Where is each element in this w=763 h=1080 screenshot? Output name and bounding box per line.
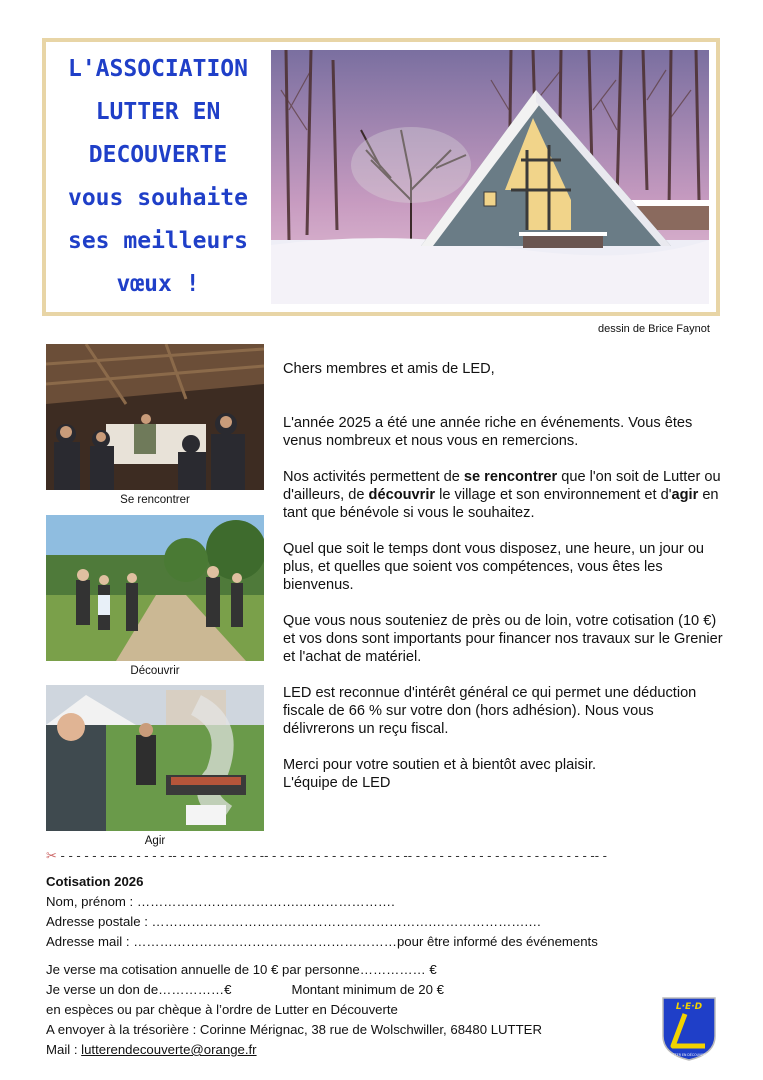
caption-agir: Agir [144, 835, 166, 847]
mail-link[interactable]: lutterendecouverte@orange.fr [81, 1042, 257, 1057]
form-address-field: Adresse postale : ……………………………………………………….………………….… [46, 914, 542, 929]
letter-body [283, 360, 723, 792]
p2-text-e: le village et son environnement et d' [435, 487, 672, 503]
spacer [283, 522, 723, 540]
mail-label: Mail : [46, 1042, 82, 1057]
p2-bold-decouvrir: découvrir [368, 487, 436, 503]
p2-text-g: en tant que bénévole si vous le souhaitez. [283, 487, 719, 521]
form-send-line: A envoyer à la trésorière : Corinne Mérignac, 38 rue de Wolschwiller, 68480 LUTTER [46, 1022, 542, 1037]
title-line-4: vous souhaite [67, 185, 248, 211]
title-line-6: vœux ! [116, 271, 200, 297]
spacer [283, 666, 723, 684]
form-payment-line: en espèces ou par chèque à l’ordre de Lutter en Découverte [46, 1002, 398, 1017]
letter-paragraph-3: Quel que soit le temps dont vous disposez, une heure, un jour ou plus, et quelles que soient vos compétences, vous êtes les bienvenus. [283, 541, 705, 593]
form-email-field: Adresse mail : ……………………………………………………pour être informé des événements [46, 934, 598, 949]
p2-text-a: Nos activités permettent de [283, 469, 464, 485]
photo-agir [46, 685, 264, 831]
cut-line [46, 848, 706, 864]
letter-paragraph-5: LED est reconnue d'intérêt général ce qui permet une déduction fiscale de 66 % sur votre don (hors adhésion). Nous vous délivrerons un reçu fiscal. [283, 685, 697, 737]
letter-paragraph-1: L'année 2025 a été une année riche en événements. Vous êtes venus nombreux et nous vous en remercions. [283, 415, 693, 449]
photo-se-rencontrer [46, 344, 264, 490]
form-heading: Cotisation 2026 [46, 874, 144, 889]
letter-greeting: Chers membres et amis de LED, [283, 361, 495, 377]
title-line-5: ses meilleurs [67, 228, 248, 254]
led-logo [661, 996, 717, 1062]
greeting-title [48, 46, 268, 310]
spacer [283, 378, 723, 414]
membership-form [46, 872, 686, 1060]
form-minimum: Montant minimum de 20 € [291, 982, 444, 997]
letter-closing: Merci pour votre soutien et à bientôt avec plaisir. [283, 757, 597, 773]
form-name-field: Nom, prénom : ……………………………….…………………. [46, 894, 395, 909]
title-line-1: L'ASSOCIATION [67, 56, 248, 82]
letter-paragraph-2 [283, 468, 723, 522]
form-mail-line [46, 1040, 686, 1060]
spacer [283, 450, 723, 468]
form-don-line [46, 980, 686, 1000]
caption-se-rencontrer: Se rencontrer [120, 494, 190, 506]
form-don: Je verse un don de……………€ [46, 982, 232, 997]
drawing-credit: dessin de Brice Faynot [598, 323, 710, 335]
cut-dashes: - - - - - - -- - - - - - - -- - - - - - - - - - - -- - - - -- - - - - - - - - - - - - -- - - - - - - - - - - - - - - - - - - - - - - -- - [60, 848, 607, 863]
logo-subtext: LUTTER EN DÉCOUVERTE [668, 1053, 710, 1057]
spacer [46, 952, 686, 960]
form-cotisation-line: Je verse ma cotisation annuelle de 10 € par personne…………… € [46, 962, 437, 977]
title-line-2: LUTTER EN [95, 99, 221, 125]
spacer [283, 738, 723, 756]
spacer [283, 594, 723, 612]
photo-decouvrir [46, 515, 264, 661]
p2-text-c: que l'on soit de Lutter ou d'ailleurs, de [283, 469, 721, 503]
p2-bold-se-rencontrer: se rencontrer [463, 469, 558, 485]
caption-decouvrir: Découvrir [130, 665, 180, 677]
scissors-icon: ✂ [46, 848, 57, 863]
title-line-3: DECOUVERTE [88, 142, 228, 168]
winter-cabin-painting [271, 50, 709, 304]
letter-paragraph-4: Que vous nous souteniez de près ou de loin, votre cotisation (10 €) et vos dons sont importants pour financer nos travaux sur le Grenier et l'achat de matériel. [283, 613, 723, 665]
logo-text: L·E·D [675, 1002, 703, 1012]
letter-signature: L'équipe de LED [283, 775, 391, 791]
p2-bold-agir: agir [671, 487, 699, 503]
